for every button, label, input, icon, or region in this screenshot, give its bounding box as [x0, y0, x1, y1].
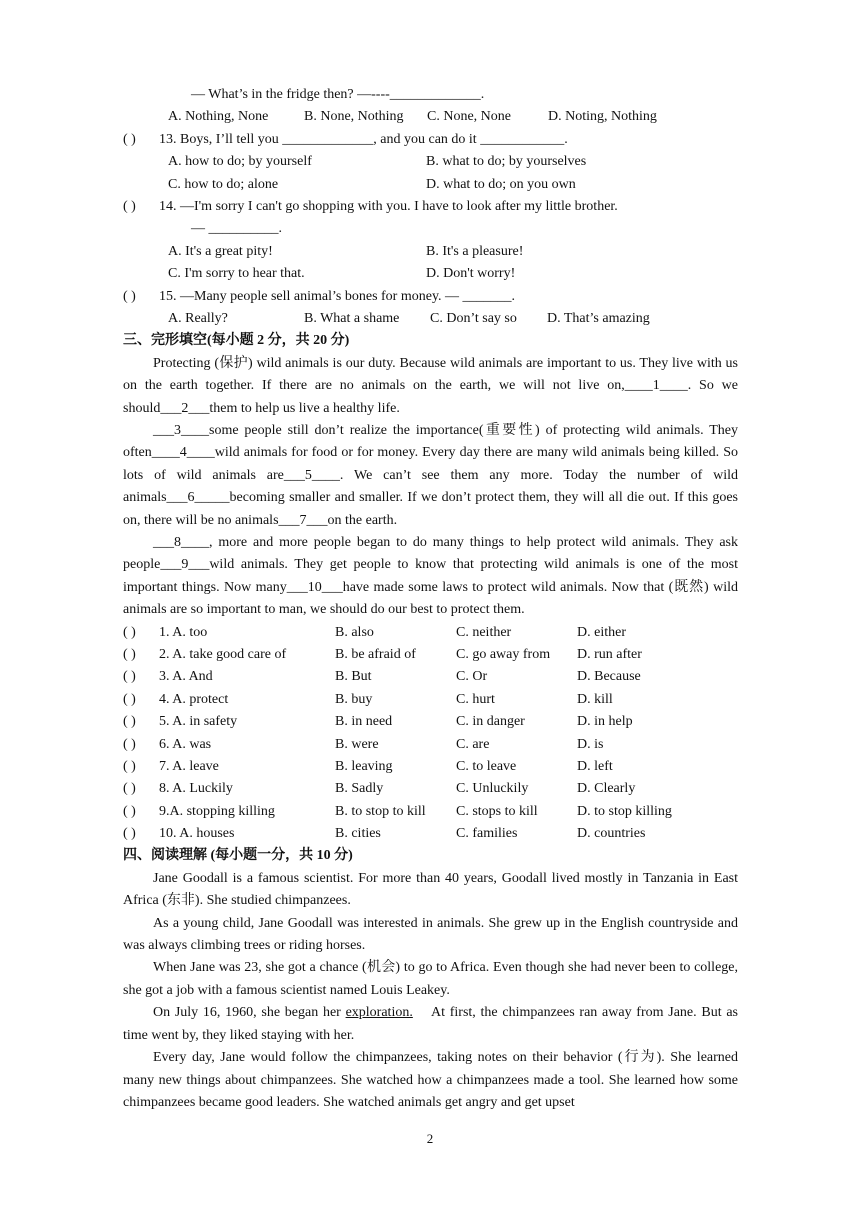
question-text: 14. —I'm sorry I can't go shopping with you. I have to look after my little brother. — [159, 198, 618, 214]
option: D. run after — [577, 646, 642, 662]
reading-paragraph-5: Every day, Jane would follow the chimpanzees, taking notes on their behavior (行为). She learned many new things about chimpanzees. She watched how a chimpanzees made a tool. She learned how some chimpanzees became good leaders. She watched animals get angry and get upset — [123, 1050, 738, 1110]
q14-options-row2 — [123, 263, 738, 285]
option: C. neither — [456, 624, 512, 640]
answer-bracket: ( ) — [123, 288, 136, 304]
page-number: 2 — [426, 1131, 434, 1146]
cloze-question-row — [123, 622, 738, 644]
option: D. kill — [577, 691, 613, 707]
answer-bracket: ( ) — [123, 624, 136, 640]
text-run: On July 16, 1960, she began her — [153, 1005, 346, 1021]
option: B. be afraid of — [335, 646, 416, 662]
option: D. Noting, Nothing — [548, 109, 657, 125]
option: D. to stop killing — [577, 803, 672, 819]
option: D. either — [577, 624, 626, 640]
option: C. Or — [456, 669, 488, 685]
cloze-question-row — [123, 778, 738, 800]
option: C. stops to kill — [456, 803, 538, 819]
answer-bracket: ( ) — [123, 198, 136, 214]
answer-bracket: ( ) — [123, 714, 136, 730]
option: C. I'm sorry to hear that. — [168, 266, 305, 282]
q15-stem — [123, 286, 738, 308]
cloze-question-row — [123, 801, 738, 823]
option: B. Sadly — [335, 781, 384, 797]
option: C. are — [456, 736, 490, 752]
section4-heading: 四、阅读理解 (每小题一分，共 10 分) — [123, 848, 353, 864]
option: C. Unluckily — [456, 781, 529, 797]
option: C. how to do; alone — [168, 176, 279, 192]
option: B. also — [335, 624, 374, 640]
option: D. Clearly — [577, 781, 636, 797]
option: 7. A. leave — [159, 758, 219, 774]
text-run: At first, the chimpanzees ran away from Jane. But as time went by, they liked staying with her. — [123, 1005, 742, 1043]
option: D. in help — [577, 714, 633, 730]
option: B. were — [335, 736, 379, 752]
reading-paragraph-1: Jane Goodall is a famous scientist. For more than 40 years, Goodall lived mostly in Tanzania in East Africa (东非). She studied chimpanzees. — [123, 870, 738, 909]
option: 9.A. stopping killing — [159, 803, 275, 819]
cloze-paragraph-1: Protecting (保护) wild animals is our duty. Because wild animals are important to us. They live with us on the earth together. If there are no animals on the earth, we will not live on,____1____. So we should___2___them to help us live a healthy life. — [123, 355, 738, 416]
option: C. to leave — [456, 758, 517, 774]
option: B. buy — [335, 691, 373, 707]
option: D. countries — [577, 826, 646, 842]
option: B. to stop to kill — [335, 803, 426, 819]
option: C. Don’t say so — [430, 310, 517, 326]
answer-bracket: ( ) — [123, 669, 136, 685]
cloze-paragraph-3: ___8____, more and more people began to do many things to help protect wild animals. They ask people___9___wild animals. They get people to know that protecting wild animals is one of the most important things. Now many___10___have made some laws to protect wild animals. Now that (既然) wild animals are so important to man, we should do our best to protect them. — [123, 534, 738, 618]
section3-heading: 三、完形填空(每小题 2 分，共 20 分) — [123, 333, 350, 349]
cloze-question-row — [123, 823, 738, 845]
q12-dialog: — What’s in the fridge then? —----_____________. — [191, 87, 485, 102]
reading-paragraph-4 — [123, 1002, 742, 1047]
option: A. Nothing, None — [168, 109, 269, 125]
option: C. families — [456, 826, 518, 842]
option: 2. A. take good care of — [159, 646, 287, 662]
cloze-question-row — [123, 756, 738, 778]
q13-options-row2 — [123, 174, 738, 196]
option: 4. A. protect — [159, 691, 229, 707]
answer-bracket: ( ) — [123, 803, 136, 819]
option: 8. A. Luckily — [159, 781, 233, 797]
question-text: 13. Boys, I’ll tell you _____________, and you can do it ____________. — [159, 131, 568, 147]
option: A. how to do; by yourself — [168, 154, 312, 170]
reading-paragraph-3: When Jane was 23, she got a chance (机会) to go to Africa. Even though she had never been to college, she got a job with a famous scientist named Louis Leakey. — [123, 960, 738, 998]
answer-bracket: ( ) — [123, 691, 136, 707]
cloze-question-row — [123, 689, 738, 711]
option: 5. A. in safety — [159, 714, 238, 730]
cloze-questions — [123, 622, 738, 846]
q12-options — [123, 106, 738, 128]
option: D. what to do; on you own — [426, 176, 576, 192]
q14-stem — [123, 196, 738, 218]
option: C. in danger — [456, 714, 525, 730]
option: D. That’s amazing — [547, 310, 650, 326]
option: B. what to do; by yourselves — [426, 154, 587, 170]
reading-paragraph-2: As a young child, Jane Goodall was interested in animals. She grew up in the English countryside and was always climbing trees or riding horses. — [123, 915, 738, 954]
exam-page — [123, 84, 742, 1114]
option: 10. A. houses — [159, 826, 235, 842]
underlined-word: exploration. — [345, 1005, 413, 1021]
cloze-question-row — [123, 711, 738, 733]
cloze-question-row — [123, 644, 738, 666]
answer-bracket: ( ) — [123, 736, 136, 752]
option: 1. A. too — [159, 624, 208, 640]
cloze-paragraph-2: ___3____some people still don’t realize the importance(重要性) of protecting wild animals. They often____4____wild animals for food or for money. Every day there are many wild animals being killed. So lots of wild animals are___5____. We can’t see them any more. Today the number of wild animals___6_____becoming smaller and smaller. If we don’t protect them, they will all die out. If this goes on, there will be no animals___7___on the earth. — [123, 422, 738, 528]
option: C. hurt — [456, 691, 495, 707]
option: C. None, None — [427, 109, 511, 125]
answer-bracket: ( ) — [123, 758, 136, 774]
q13-options-row1 — [123, 151, 738, 173]
option: B. It's a pleasure! — [426, 243, 524, 259]
option: B. What a shame — [304, 310, 400, 326]
answer-bracket: ( ) — [123, 781, 136, 797]
reading-passage — [123, 868, 742, 1114]
option: A. It's a great pity! — [168, 243, 273, 259]
answer-bracket: ( ) — [123, 646, 136, 662]
option: C. go away from — [456, 646, 551, 662]
option: D. Because — [577, 669, 641, 685]
q14-reply: — __________. — [191, 221, 282, 237]
option: B. None, Nothing — [304, 109, 404, 125]
option: D. is — [577, 736, 604, 752]
option: B. in need — [335, 714, 393, 730]
question-text: 15. —Many people sell animal’s bones for money. — _______. — [159, 288, 516, 304]
answer-bracket: ( ) — [123, 131, 136, 147]
option: B. cities — [335, 826, 381, 842]
q13-stem — [123, 129, 738, 151]
option: D. left — [577, 758, 613, 774]
cloze-passage — [123, 353, 738, 622]
q15-options — [123, 308, 738, 330]
option: 6. A. was — [159, 736, 212, 752]
cloze-question-row — [123, 666, 738, 688]
option: 3. A. And — [159, 669, 213, 685]
option: A. Really? — [168, 310, 228, 326]
cloze-question-row — [123, 734, 738, 756]
answer-bracket: ( ) — [123, 826, 136, 842]
option: D. Don't worry! — [426, 266, 516, 282]
q14-options-row1 — [123, 241, 738, 263]
option: B. But — [335, 669, 372, 685]
option: B. leaving — [335, 758, 393, 774]
